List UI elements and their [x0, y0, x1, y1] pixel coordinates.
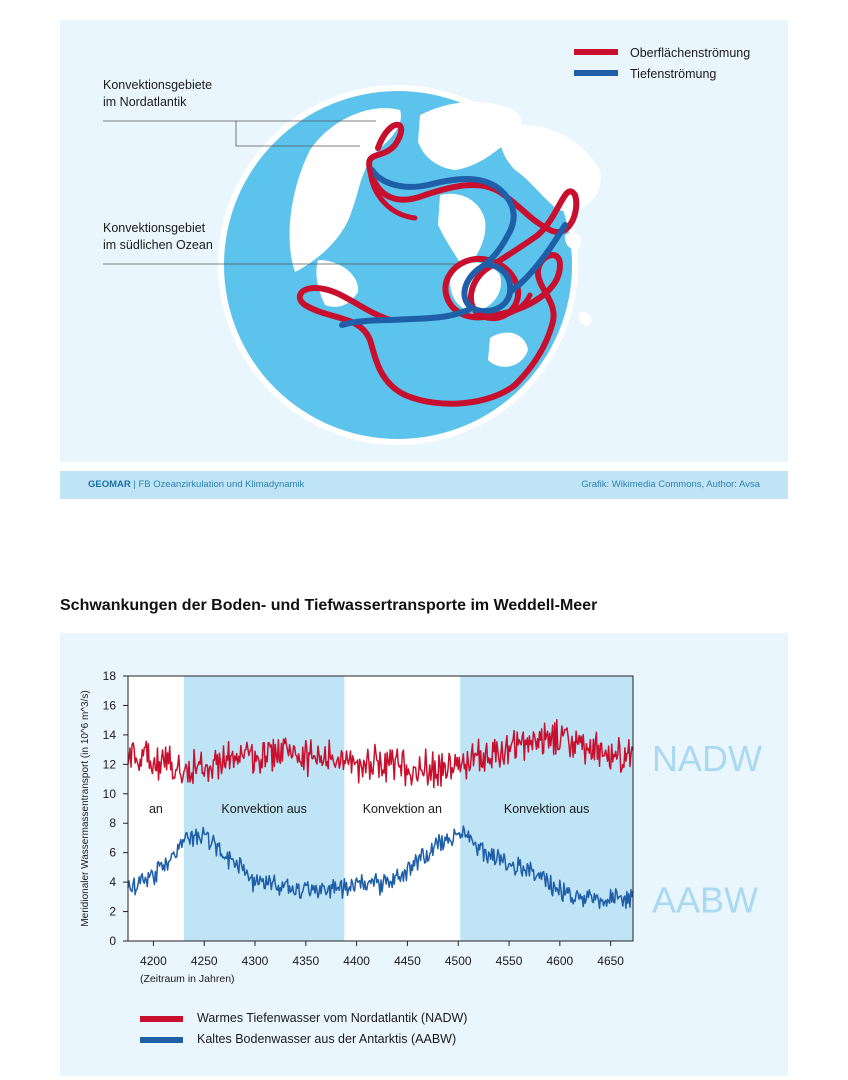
footer-source — [88, 479, 304, 490]
x-tick-label: 4500 — [444, 954, 472, 968]
footer-bar — [60, 471, 788, 499]
transport-chart — [60, 633, 788, 1076]
legend-label-aabw: Kaltes Bodenwasser aus der Antarktis (AABW) — [197, 1032, 457, 1046]
y-tick-label: 0 — [109, 934, 116, 948]
legend-label-nadw: Warmes Tiefenwasser vom Nordatlantik (NADW) — [197, 1011, 468, 1025]
y-tick-label: 12 — [102, 757, 116, 772]
legend-deep-label: Tiefenströmung — [630, 67, 717, 81]
y-tick-label: 18 — [102, 669, 116, 683]
series-tag-nadw: NADW — [652, 737, 762, 779]
chart-panel — [60, 633, 788, 1076]
annotation-southern-ocean-line2: im südlichen Ozean — [103, 238, 213, 252]
annotation-southern-ocean-line1: Konvektionsgebiet — [103, 221, 206, 235]
x-tick-label: 4300 — [241, 954, 269, 968]
annotation-north-atlantic-line2: im Nordatlantik — [103, 95, 187, 109]
x-tick-label: 4250 — [190, 954, 218, 968]
legend-surface-label: Oberflächenströmung — [630, 46, 751, 60]
series-tag-aabw: AABW — [652, 879, 759, 921]
y-tick-label: 16 — [102, 698, 116, 713]
legend-surface-swatch — [574, 49, 618, 55]
chart-title: Schwankungen der Boden- und Tiefwassertransporte im Weddell-Meer — [60, 597, 598, 614]
legend-swatch-nadw — [140, 1016, 183, 1022]
phase-label-1: Konvektion aus — [221, 801, 307, 816]
x-tick-label: 4200 — [140, 954, 167, 968]
footer-dept: | FB Ozeanzirkulation und Klimadynamik — [130, 479, 305, 490]
x-tick-label: 4550 — [495, 954, 523, 968]
y-tick-label: 2 — [109, 904, 116, 919]
y-tick-label: 6 — [109, 845, 116, 860]
y-tick-label: 8 — [109, 816, 116, 831]
y-tick-label: 4 — [109, 875, 116, 890]
phase-label-3: Konvektion aus — [503, 801, 590, 816]
x-tick-label: 4350 — [292, 954, 320, 968]
map-panel — [60, 20, 788, 462]
x-tick-label: 4450 — [394, 954, 421, 968]
x-tick-label: 4600 — [546, 954, 574, 968]
phase-label-0: an — [148, 801, 163, 816]
x-axis-label: (Zeitraum in Jahren) — [140, 973, 235, 985]
globe-map — [60, 20, 788, 462]
x-tick-label: 4650 — [597, 954, 624, 968]
footer-credit: Grafik: Wikimedia Commons, Author: Avsa — [581, 479, 760, 490]
y-tick-label: 14 — [102, 727, 116, 742]
legend-deep-swatch — [574, 70, 618, 76]
phase-label-2: Konvektion an — [362, 801, 442, 816]
legend-swatch-aabw — [140, 1037, 183, 1043]
y-tick-label: 10 — [102, 786, 116, 801]
footer-org: GEOMAR — [88, 479, 131, 490]
x-tick-label: 4400 — [343, 954, 370, 968]
annotation-north-atlantic-line1: Konvektionsgebiete — [103, 78, 213, 92]
y-axis-label: Meridionaler Wassermassentransport (in 10^6 m^3/s) — [80, 690, 91, 927]
